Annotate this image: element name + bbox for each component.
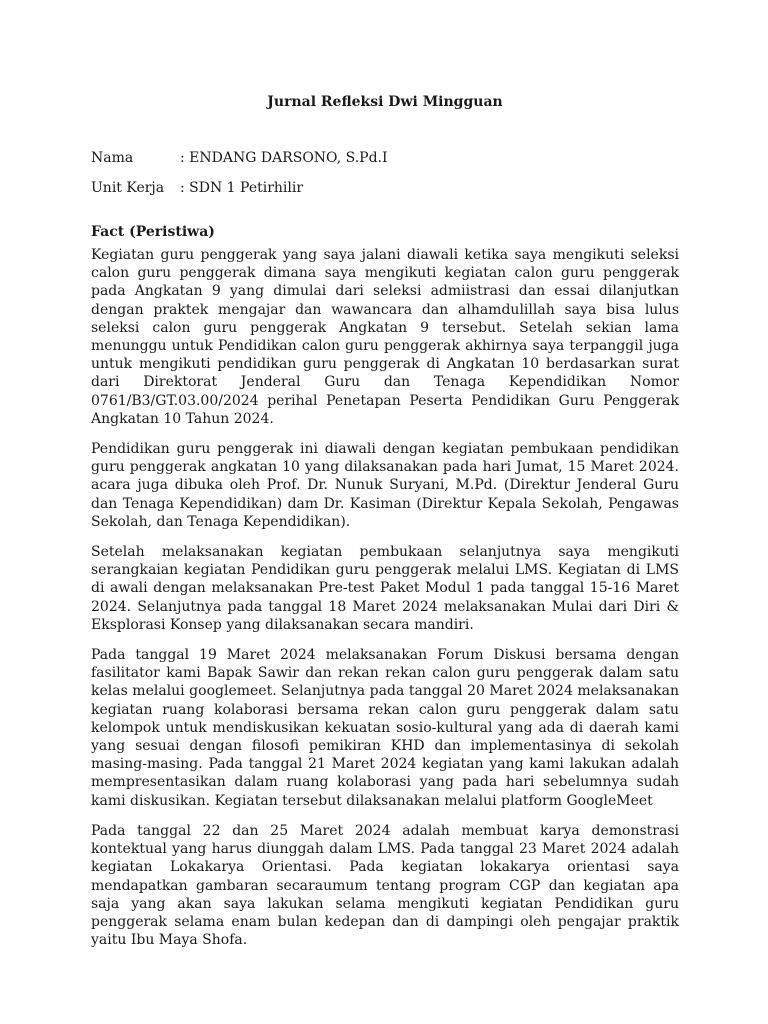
field-value: : ENDANG DARSONO, S.Pd.I <box>180 150 388 166</box>
identity-fields <box>91 149 679 197</box>
paragraph: Kegiatan guru penggerak yang saya jalani diawali ketika saya mengikuti seleksi calon guru penggerak dimana saya mengikuti kegiatan calon guru penggerak pada Angkatan 9 yang dimulai dari seleksi admiistrasi dan essai dilanjutkan dengan praktek mengajar dan wawancara dan alhamdulillah saya bisa lulus seleksi calon guru penggerak Angkatan 9 tersebut. Setelah sekian lama menunggu untuk Pendidikan calon guru penggerak akhirnya saya terpanggil juga untuk mengikuti pendidikan guru penggerak di Angkatan 10 berdasarkan surat dari Direktorat Jenderal Guru dan Tenaga Kependidikan Nomor 0761/B3/GT.03.00/2024 perihal Penetapan Peserta Pendidikan Guru Penggerak Angkatan 10 Tahun 2024. <box>91 247 679 427</box>
field-row-name <box>91 149 679 167</box>
document-page <box>91 93 679 961</box>
document-title: Jurnal Refleksi Dwi Mingguan <box>267 94 503 110</box>
section-heading: Fact (Peristiwa) <box>91 224 215 240</box>
paragraph: Pada tanggal 19 Maret 2024 melaksanakan Forum Diskusi bersama dengan fasilitator kami Bapak Sawir dan rekan rekan calon guru penggerak dalam satu kelas melalui googlemeet. Selanjutnya pada tanggal 20 Maret 2024 melaksanakan kegiatan ruang kolaborasi bersama rekan calon guru penggerak dalam satu kelompok untuk mendiskusikan kekuatan sosio-kultural yang ada di daerah kami yang sesuai dengan filosofi pemikiran KHD dan implementasinya di sekolah masing-masing. Pada tanggal 21 Maret 2024 kegiatan yang kami lakukan adalah mempresentasikan dalam ruang kolaborasi yang pada hari sebelumnya sudah kami diskusikan. Kegiatan tersebut dilaksanakan melalui platform GoogleMeet <box>91 647 679 809</box>
field-row-unit-kerja <box>91 179 679 197</box>
paragraph: Pendidikan guru penggerak ini diawali dengan kegiatan pembukaan pendidikan guru penggerak angkatan 10 yang dilaksanakan pada hari Jumat, 15 Maret 2024. acara juga dibuka oleh Prof. Dr. Nunuk Suryani, M.Pd. (Direktur Jenderal Guru dan Tenaga Kependidikan) dam Dr. Kasiman (Direktur Kepala Sekolah, Pengawas Sekolah, dan Tenaga Kependidikan). <box>91 441 679 530</box>
paragraph: Pada tanggal 22 dan 25 Maret 2024 adalah membuat karya demonstrasi kontektual yang harus diunggah dalam LMS. Pada tanggal 23 Maret 2024 adalah kegiatan Lokakarya Orientasi. Pada kegiatan lokakarya orientasi saya mendapatkan gambaran secaraumum tentang program CGP dan kegiatan apa saja yang akan saya lakukan selama mengikuti kegiatan Pendidikan guru penggerak selama enam bulan kedepan dan di dampingi oleh pengajar praktik yaitu Ibu Maya Shofa. <box>91 822 679 949</box>
field-label: Unit Kerja <box>91 180 165 196</box>
paragraph: Setelah melaksanakan kegiatan pembukaan selanjutnya saya mengikuti serangkaian kegiatan Pendidikan guru penggerak melalui LMS. Kegiatan di LMS di awali dengan melaksanakan Pre-test Paket Modul 1 pada tanggal 15-16 Maret 2024. Selanjutnya pada tanggal 18 Maret 2024 melaksanakan Mulai dari Diri & Eksplorasi Konsep yang dilaksanakan secara mandiri. <box>91 544 679 633</box>
field-value: : SDN 1 Petirhilir <box>180 180 304 196</box>
field-label: Nama <box>91 150 134 166</box>
